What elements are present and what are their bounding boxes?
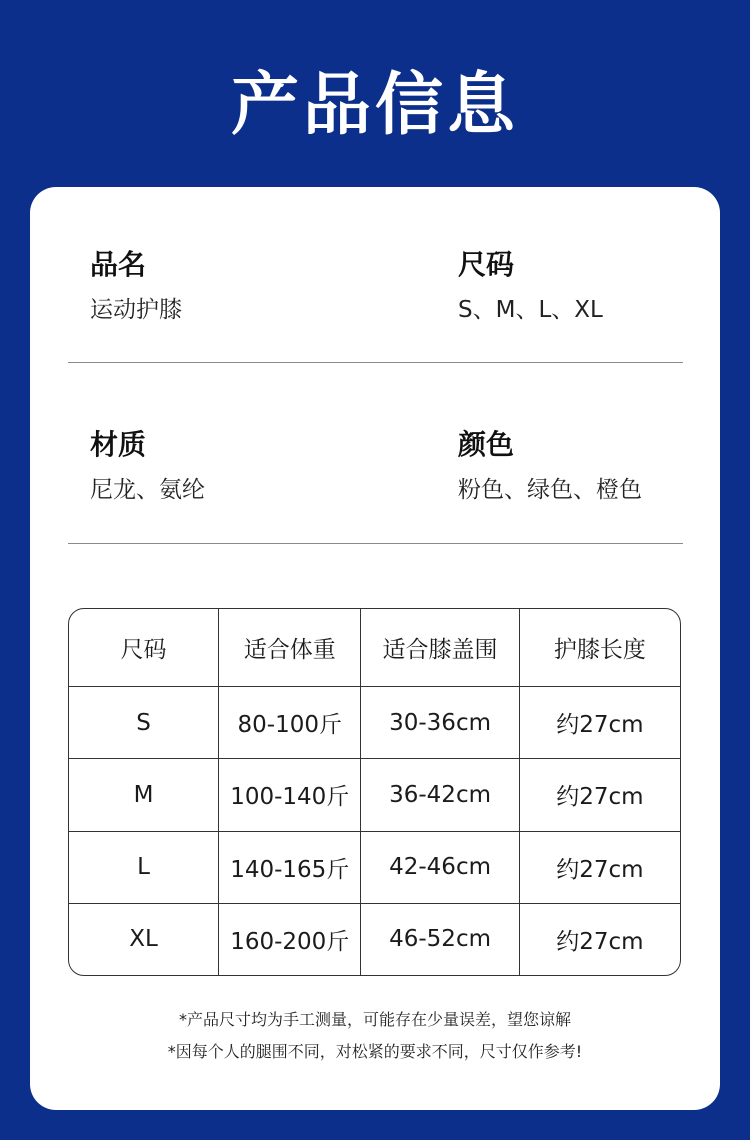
table-cell: 100-140斤	[219, 759, 361, 831]
page-title: 产品信息	[230, 66, 519, 145]
divider	[68, 543, 683, 544]
table-header-row	[69, 609, 680, 687]
table-cell: 140-165斤	[219, 832, 361, 904]
info-size-label: 尺码	[458, 248, 515, 281]
note-fit: *因每个人的腿围不同，对松紧的要求不同，尺寸仅作参考!	[167, 1042, 583, 1061]
size-chart-table	[68, 608, 681, 976]
table-cell: 约27cm	[520, 759, 680, 831]
info-name-block	[90, 248, 182, 323]
info-name-label: 品名	[90, 248, 147, 281]
table-cell: S	[69, 687, 219, 759]
table-cell: L	[69, 832, 219, 904]
table-cell: 160-200斤	[219, 904, 361, 975]
table-header-cell: 护膝长度	[520, 609, 680, 687]
table-cell: 36-42cm	[361, 759, 519, 831]
info-color-block	[458, 428, 642, 503]
product-info-card	[30, 187, 720, 1110]
table-row	[69, 687, 680, 759]
info-size-value: S、M、L、XL	[458, 297, 603, 323]
table-header-cell: 适合体重	[219, 609, 361, 687]
info-material-value: 尼龙、氨纶	[90, 477, 205, 503]
table-cell: 30-36cm	[361, 687, 519, 759]
info-material-block	[90, 428, 205, 503]
table-cell: XL	[69, 904, 219, 975]
table-cell: M	[69, 759, 219, 831]
table-cell: 42-46cm	[361, 832, 519, 904]
divider	[68, 362, 683, 363]
table-row	[69, 832, 680, 904]
info-name-value: 运动护膝	[90, 297, 182, 323]
info-color-label: 颜色	[458, 428, 515, 461]
table-cell: 46-52cm	[361, 904, 519, 975]
table-header-cell: 适合膝盖围	[361, 609, 519, 687]
table-row	[69, 904, 680, 975]
table-cell: 约27cm	[520, 832, 680, 904]
table-cell: 约27cm	[556, 928, 644, 955]
table-row	[69, 759, 680, 831]
info-size-block	[458, 248, 603, 323]
info-material-label: 材质	[90, 428, 147, 461]
table-cell: 80-100斤	[219, 687, 361, 759]
note-measurement: *产品尺寸均为手工测量，可能存在少量误差，望您谅解	[178, 1010, 571, 1029]
info-color-value: 粉色、绿色、橙色	[458, 477, 642, 503]
table-cell: 约27cm	[520, 687, 680, 759]
table-header-cell: 尺码	[69, 609, 219, 687]
